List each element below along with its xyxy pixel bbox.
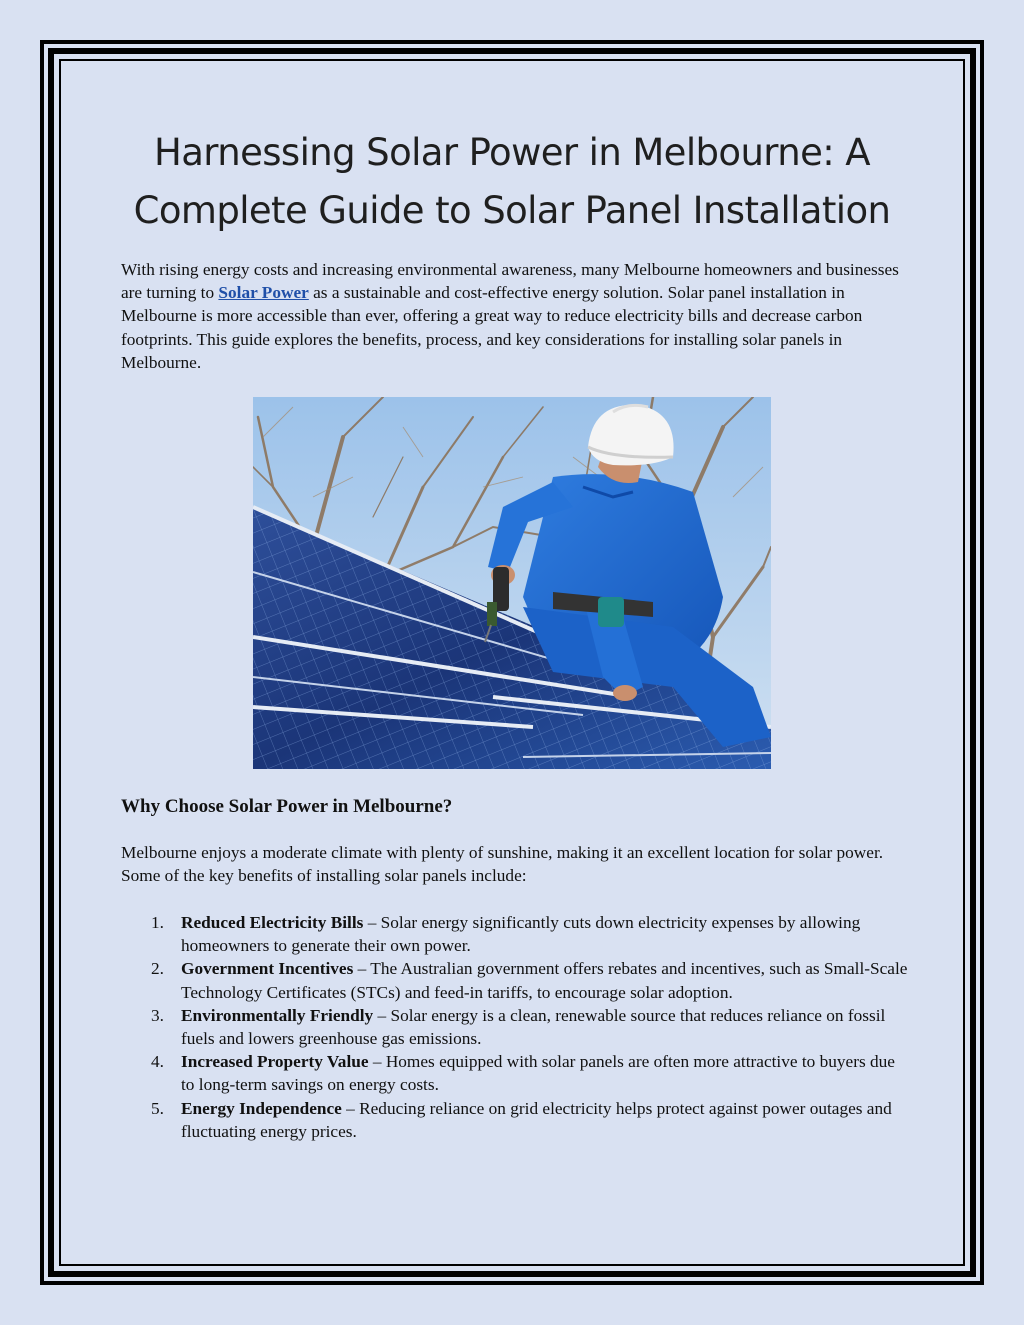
list-item	[121, 911, 911, 957]
benefit-term: Environmentally Friendly	[181, 1005, 374, 1025]
benefit-term: Increased Property Value	[181, 1052, 369, 1072]
benefit-term: Reduced Electricity Bills	[181, 913, 364, 932]
solar-installer-photo	[253, 397, 771, 769]
benefit-text: – The Australian government offers rebates and incentives, such as Small-Scale Technology Certificates (STCs) and feed-in tariffs, to encourage solar adoption.	[181, 959, 908, 1002]
intro-text-after: as a sustainable and cost-effective energy solution. Solar panel installation in Melbourne is more accessible than ever, offering a great way to reduce electricity bills and decrease carbon footprints. This guide explores the benefits, process, and key considerations for installing solar panels in Melbourne.	[121, 283, 863, 372]
list-item-number: 1.	[151, 913, 164, 932]
title-line-1: Harnessing Solar Power in Melbourne: A	[153, 131, 871, 174]
list-item-number: 4.	[151, 1052, 164, 1072]
list-item-number: 2.	[151, 959, 164, 979]
benefit-text: – Solar energy is a clean, renewable source that reduces reliance on fossil fuels and lowers greenhouse gas emissions.	[181, 1005, 886, 1049]
section-heading: Why Choose Solar Power in Melbourne?	[121, 796, 453, 817]
benefit-term: Government Incentives	[181, 959, 354, 979]
page-title	[100, 124, 924, 240]
section-intro-paragraph: Melbourne enjoys a moderate climate with plenty of sunshine, making it an excellent location for solar power. Some of the key benefits of installing solar panels include:	[121, 843, 884, 886]
benefit-text: – Homes equipped with solar panels are often more attractive to buyers due to long-term savings on energy costs.	[181, 1052, 895, 1095]
list-item	[121, 1097, 911, 1143]
benefits-list	[121, 911, 911, 1143]
list-item	[121, 1050, 911, 1096]
title-line-2: Complete Guide to Solar Panel Installation	[133, 189, 891, 232]
list-item	[121, 957, 911, 1003]
list-item-number: 3.	[151, 1005, 164, 1025]
solar-power-link[interactable]: Solar Power	[218, 283, 309, 303]
list-item	[121, 1004, 911, 1050]
intro-text-before: With rising energy costs and increasing environmental awareness, many Melbourne homeowners and businesses are turning to	[121, 260, 899, 303]
list-item-number: 5.	[151, 1098, 164, 1118]
benefit-text: – Reducing reliance on grid electricity helps protect against power outages and fluctuating energy prices.	[181, 1098, 892, 1141]
intro-paragraph	[121, 258, 911, 374]
benefit-term: Energy Independence	[181, 1098, 342, 1118]
benefit-text: – Solar energy significantly cuts down electricity expenses by allowing homeowners to generate their own power.	[181, 913, 861, 956]
